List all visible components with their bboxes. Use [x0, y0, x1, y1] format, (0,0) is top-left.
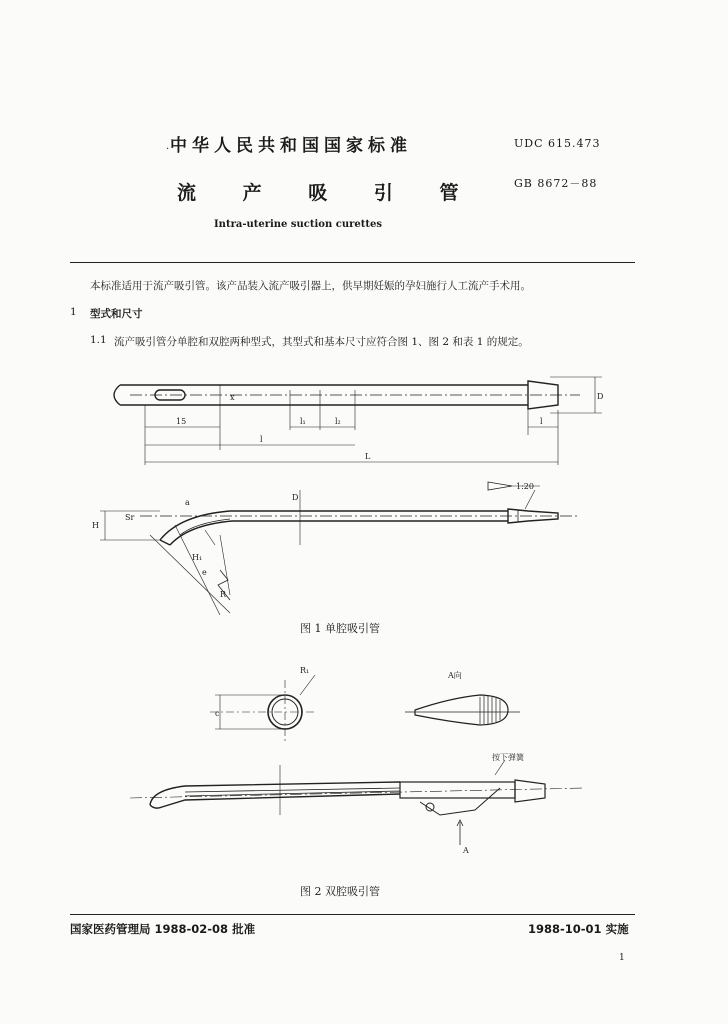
- dim-label: D: [597, 392, 604, 401]
- dim-label: 15: [176, 417, 187, 426]
- dim-label: D: [292, 493, 299, 502]
- figure-1-caption: 图 1 单腔吸引管: [300, 622, 380, 635]
- dim-label: e: [202, 568, 207, 577]
- dim-label: H₁: [192, 553, 203, 562]
- figure-2-drawing: [120, 660, 590, 860]
- dim-label: 1:20: [516, 482, 534, 491]
- effective-date: 1988-10-01 实施: [528, 922, 629, 936]
- dim-label: l: [540, 417, 543, 426]
- bullet-mark: .: [166, 141, 170, 152]
- dim-label: l₂: [335, 417, 341, 426]
- dim-label: l₁: [300, 417, 306, 426]
- document-title: 流 产 吸 引 管: [177, 182, 459, 204]
- page-number: 1: [619, 953, 625, 963]
- dim-label: H: [92, 521, 99, 530]
- approval-info: 国家医药管理局 1988-02-08 批准: [70, 922, 256, 936]
- dim-label: l: [260, 435, 263, 444]
- a-view-label: A向: [448, 671, 462, 680]
- dim-label: L: [365, 452, 371, 461]
- a-arrow-label: A: [463, 846, 469, 855]
- udc-number: UDC 615.473: [514, 137, 601, 150]
- figure-2-caption: 图 2 双腔吸引管: [300, 885, 380, 898]
- dim-label: Sr: [125, 513, 135, 522]
- clause-1-1-text: 流产吸引管分单腔和双腔两种型式，其型式和基本尺寸应符合图 1、图 2 和表 1 的规定。: [114, 336, 529, 348]
- header-rule: [70, 262, 635, 263]
- r1-label: R₁: [300, 666, 310, 675]
- dim-label: x: [230, 393, 235, 402]
- c-label: c: [215, 709, 220, 718]
- intro-paragraph: 本标准适用于流产吸引管。该产品装入流产吸引器上，供早期妊娠的孕妇施行人工流产手术用。: [90, 280, 531, 292]
- clause-1-1-number: 1.1: [90, 334, 107, 346]
- spring-label: 按下弹簧: [492, 753, 524, 762]
- gb-number: GB 8672－88: [514, 177, 598, 190]
- section-1-number: 1: [70, 306, 77, 318]
- dim-label: a: [185, 498, 190, 507]
- dim-label: R: [220, 590, 227, 599]
- footer-rule: [70, 914, 635, 915]
- section-1-title: 型式和尺寸: [90, 308, 143, 320]
- document-title-en: Intra-uterine suction curettes: [214, 219, 382, 230]
- standard-name: 中华人民共和国国家标准: [170, 136, 412, 156]
- figure-1-drawing: [80, 365, 640, 615]
